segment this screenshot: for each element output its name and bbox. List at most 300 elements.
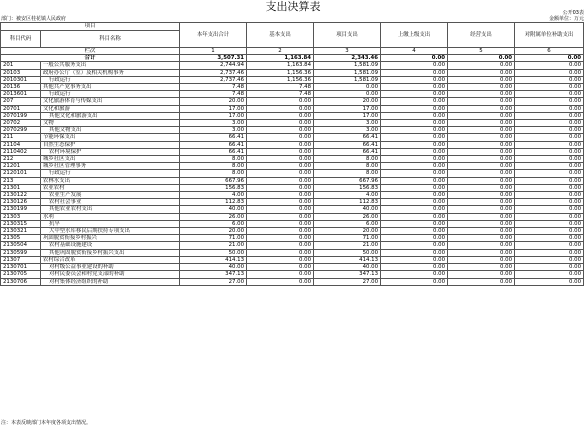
table-row <box>1 98 584 105</box>
amount-cell: 0.00 <box>448 170 515 177</box>
amount-cell: 156.83 <box>180 184 247 191</box>
amount-cell: 0.00 <box>448 91 515 98</box>
subject-code: 2130706 <box>1 278 41 285</box>
amount-cell: 0.00 <box>381 170 448 177</box>
amount-cell: 0.00 <box>448 228 515 235</box>
amount-cell: 40.00 <box>180 264 247 271</box>
amount-cell: 667.96 <box>180 177 247 184</box>
table-row <box>1 170 584 177</box>
footnote: 注：本表反映部门本年度各项支出情况。 <box>1 420 92 426</box>
amount-cell: 0.00 <box>381 242 448 249</box>
amount-cell: 112.83 <box>314 199 381 206</box>
lanci-num: 4 <box>381 48 448 55</box>
amount-cell: 0.00 <box>515 112 584 119</box>
amount-cell: 0.00 <box>381 120 448 127</box>
amount-cell: 0.00 <box>381 271 448 278</box>
amount-cell: 0.00 <box>448 105 515 112</box>
amount-cell: 0.00 <box>247 271 314 278</box>
table-row <box>1 134 584 141</box>
amount-cell: 0.00 <box>448 192 515 199</box>
amount-cell: 27.00 <box>180 278 247 285</box>
subject-name: 一般公共服务支出 <box>41 62 180 69</box>
subject-code: 211 <box>1 134 41 141</box>
amount-cell: 8.00 <box>180 156 247 163</box>
amount-cell: 0.00 <box>448 76 515 83</box>
amount-cell: 0.00 <box>515 249 584 256</box>
subject-name: 农村环境保护 <box>41 148 180 155</box>
amount-cell: 0.00 <box>515 127 584 134</box>
subject-name: 农业生产发展 <box>41 192 180 199</box>
amount-cell: 0.00 <box>381 184 448 191</box>
amount-cell: 0.00 <box>448 242 515 249</box>
table-row <box>1 120 584 127</box>
subject-name: 其他文化和旅游支出 <box>41 112 180 119</box>
amount-cell: 0.00 <box>381 76 448 83</box>
amount-cell: 0.00 <box>448 264 515 271</box>
table-row <box>1 69 584 76</box>
subject-name: 行政运行 <box>41 91 180 98</box>
table-row <box>1 112 584 119</box>
table-row <box>1 127 584 134</box>
amount-cell: 0.00 <box>247 127 314 134</box>
subject-name: 农村基础设施建设 <box>41 242 180 249</box>
amount-cell: 0.00 <box>515 177 584 184</box>
amount-cell: 347.13 <box>314 271 381 278</box>
amount-cell: 0.00 <box>448 163 515 170</box>
header-col-6: 对附属单位补助支出 <box>515 23 584 48</box>
amount-cell: 0.00 <box>515 62 584 69</box>
subject-name: 对村集体经济组织的补助 <box>41 278 180 285</box>
header-col-3: 项目支出 <box>314 23 381 48</box>
amount-cell: 21.00 <box>180 242 247 249</box>
amount-cell: 0.00 <box>515 192 584 199</box>
header-col-2: 基本支出 <box>247 23 314 48</box>
amount-cell: 7.48 <box>247 84 314 91</box>
amount-cell: 0.00 <box>515 98 584 105</box>
amount-cell: 0.00 <box>247 141 314 148</box>
amount-cell: 0.00 <box>247 264 314 271</box>
amount-cell: 0.00 <box>515 235 584 242</box>
header-col-5: 经营支出 <box>448 23 515 48</box>
amount-cell: 50.00 <box>180 249 247 256</box>
amount-cell: 27.00 <box>314 278 381 285</box>
amount-cell: 0.00 <box>448 62 515 69</box>
subject-code: 20701 <box>1 105 41 112</box>
amount-cell: 347.13 <box>180 271 247 278</box>
subject-name: 文化旅游体育与传媒支出 <box>41 98 180 105</box>
amount-cell: 0.00 <box>247 177 314 184</box>
amount-cell: 0.00 <box>247 105 314 112</box>
table-row <box>1 84 584 91</box>
table-row <box>1 206 584 213</box>
table-row <box>1 156 584 163</box>
amount-cell: 0.00 <box>448 213 515 220</box>
amount-cell: 66.41 <box>180 141 247 148</box>
amount-cell: 26.00 <box>314 213 381 220</box>
subject-name: 其他共产党事务支出 <box>41 84 180 91</box>
amount-cell: 0.00 <box>448 120 515 127</box>
amount-cell: 0.00 <box>381 235 448 242</box>
subject-name: 行政运行 <box>41 170 180 177</box>
subject-name: 抗旱 <box>41 220 180 227</box>
subject-name: 节能环保支出 <box>41 134 180 141</box>
form-number: 公开03表 <box>562 10 584 16</box>
lanci-num: 1 <box>180 48 247 55</box>
amount-cell: 0.00 <box>448 206 515 213</box>
subject-code: 21201 <box>1 163 41 170</box>
amount-cell: 0.00 <box>448 249 515 256</box>
page-title: 支出决算表 <box>265 0 321 13</box>
amount-cell: 0.00 <box>247 278 314 285</box>
amount-cell: 0.00 <box>515 213 584 220</box>
amount-cell: 0.00 <box>381 84 448 91</box>
amount-cell: 0.00 <box>448 156 515 163</box>
amount-cell: 0.00 <box>247 235 314 242</box>
amount-cell: 0.00 <box>247 213 314 220</box>
table-row <box>1 213 584 220</box>
amount-cell: 0.00 <box>448 69 515 76</box>
amount-cell: 1,581.09 <box>314 76 381 83</box>
subject-name: 自然生态保护 <box>41 141 180 148</box>
amount-cell: 0.00 <box>515 156 584 163</box>
amount-cell: 0.00 <box>448 256 515 263</box>
amount-cell: 6.00 <box>180 220 247 227</box>
amount-cell: 0.00 <box>515 184 584 191</box>
amount-cell: 0.00 <box>247 134 314 141</box>
subject-code: 2070199 <box>1 112 41 119</box>
header-name: 科目名称 <box>41 31 180 48</box>
amount-cell: 414.13 <box>180 256 247 263</box>
amount-cell: 414.13 <box>314 256 381 263</box>
lanci-num: 3 <box>314 48 381 55</box>
amount-cell: 0.00 <box>381 213 448 220</box>
amount-cell: 667.96 <box>314 177 381 184</box>
subject-code: 2110402 <box>1 148 41 155</box>
lanci-num: 5 <box>448 48 515 55</box>
amount-cell: 0.00 <box>314 91 381 98</box>
amount-cell: 3.00 <box>314 120 381 127</box>
subject-name: 行政运行 <box>41 76 180 83</box>
amount-cell: 0.00 <box>381 220 448 227</box>
amount-cell: 2,737.46 <box>180 76 247 83</box>
amount-cell: 0.00 <box>381 134 448 141</box>
subject-code: 21301 <box>1 184 41 191</box>
amount-cell: 0.00 <box>515 264 584 271</box>
amount-cell: 20.00 <box>180 228 247 235</box>
amount-cell: 0.00 <box>515 148 584 155</box>
amount-cell: 0.00 <box>381 91 448 98</box>
amount-cell: 0.00 <box>247 206 314 213</box>
amount-cell: 0.00 <box>448 184 515 191</box>
subject-name: 对村级公益事业建设的补助 <box>41 264 180 271</box>
amount-cell: 0.00 <box>247 170 314 177</box>
amount-cell: 66.41 <box>180 148 247 155</box>
amount-cell: 0.00 <box>381 206 448 213</box>
amount-cell: 1,156.36 <box>247 69 314 76</box>
amount-cell: 17.00 <box>180 105 247 112</box>
amount-cell: 1,581.09 <box>314 62 381 69</box>
amount-cell: 0.00 <box>515 278 584 285</box>
amount-cell: 66.41 <box>180 134 247 141</box>
amount-cell: 0.00 <box>381 228 448 235</box>
amount-cell: 0.00 <box>381 264 448 271</box>
table-row <box>1 199 584 206</box>
amount-cell: 0.00 <box>381 112 448 119</box>
table-row <box>1 271 584 278</box>
amount-cell: 0.00 <box>247 112 314 119</box>
header-col-1: 本年支出合计 <box>180 23 247 48</box>
amount-cell: 0.00 <box>247 242 314 249</box>
subject-name: 政府办公厅（室）及相关机构事务 <box>41 69 180 76</box>
amount-cell: 17.00 <box>314 105 381 112</box>
subject-name: 文物 <box>41 120 180 127</box>
table-row <box>1 228 584 235</box>
amount-cell: 4.00 <box>314 192 381 199</box>
amount-cell: 0.00 <box>448 112 515 119</box>
amount-cell: 0.00 <box>381 141 448 148</box>
amount-cell: 20.00 <box>314 228 381 235</box>
amount-cell: 0.00 <box>515 206 584 213</box>
subject-name: 文化和旅游 <box>41 105 180 112</box>
amount-cell: 0.00 <box>515 228 584 235</box>
amount-cell: 0.00 <box>515 199 584 206</box>
amount-cell: 40.00 <box>180 206 247 213</box>
subject-code: 20702 <box>1 120 41 127</box>
amount-cell: 0.00 <box>515 141 584 148</box>
amount-cell: 66.41 <box>314 148 381 155</box>
subject-code: 207 <box>1 98 41 105</box>
amount-cell: 0.00 <box>247 249 314 256</box>
amount-cell: 8.00 <box>314 156 381 163</box>
amount-cell: 0.00 <box>448 199 515 206</box>
amount-cell: 0.00 <box>381 249 448 256</box>
amount-cell: 0.00 <box>381 278 448 285</box>
amount-cell: 0.00 <box>448 84 515 91</box>
subject-code: 20136 <box>1 84 41 91</box>
table-row <box>1 278 584 285</box>
subject-name: 其他农业农村支出 <box>41 206 180 213</box>
amount-cell: 8.00 <box>314 170 381 177</box>
expenditure-table <box>0 22 584 286</box>
amount-cell: 0.00 <box>448 134 515 141</box>
subject-code: 21104 <box>1 141 41 148</box>
amount-cell: 0.00 <box>448 98 515 105</box>
amount-cell: 2,744.94 <box>180 62 247 69</box>
subject-code: 2130701 <box>1 264 41 271</box>
amount-cell: 0.00 <box>515 271 584 278</box>
amount-cell: 40.00 <box>314 206 381 213</box>
amount-cell: 0.00 <box>515 105 584 112</box>
amount-cell: 7.48 <box>247 91 314 98</box>
amount-cell: 8.00 <box>180 163 247 170</box>
table-row <box>1 177 584 184</box>
department-label: 部门：被安区桂花镇人民政府 <box>1 16 67 22</box>
amount-cell: 0.00 <box>381 127 448 134</box>
table-row <box>1 264 584 271</box>
lanci-num: 6 <box>515 48 584 55</box>
table-row <box>1 141 584 148</box>
total-value: 1,163.84 <box>247 55 314 62</box>
amount-cell: 8.00 <box>180 170 247 177</box>
subject-name: 农业农村 <box>41 184 180 191</box>
subject-code: 2010301 <box>1 76 41 83</box>
subject-code: 21303 <box>1 213 41 220</box>
amount-cell: 0.00 <box>381 177 448 184</box>
subject-code: 2070299 <box>1 127 41 134</box>
amount-cell: 0.00 <box>381 156 448 163</box>
table-row <box>1 62 584 69</box>
table-row <box>1 249 584 256</box>
amount-cell: 0.00 <box>515 134 584 141</box>
amount-cell: 1,163.84 <box>247 62 314 69</box>
table-row <box>1 220 584 227</box>
amount-cell: 0.00 <box>515 84 584 91</box>
amount-cell: 0.00 <box>448 278 515 285</box>
amount-cell: 0.00 <box>448 220 515 227</box>
amount-cell: 0.00 <box>448 271 515 278</box>
header-group: 项目 <box>1 23 180 31</box>
amount-cell: 71.00 <box>314 235 381 242</box>
table-row <box>1 105 584 112</box>
amount-cell: 0.00 <box>448 177 515 184</box>
amount-cell: 0.00 <box>247 199 314 206</box>
amount-cell: 3.00 <box>314 127 381 134</box>
subject-code: 21305 <box>1 235 41 242</box>
amount-cell: 0.00 <box>515 170 584 177</box>
amount-cell: 0.00 <box>247 256 314 263</box>
subject-code: 213 <box>1 177 41 184</box>
total-label: 合计 <box>1 55 180 62</box>
amount-cell: 0.00 <box>247 192 314 199</box>
subject-name: 农村综合改革 <box>41 256 180 263</box>
amount-cell: 20.00 <box>180 98 247 105</box>
header-col-4: 上缴上级支出 <box>381 23 448 48</box>
amount-cell: 0.00 <box>515 69 584 76</box>
amount-cell: 0.00 <box>381 69 448 76</box>
total-value: 0.00 <box>381 55 448 62</box>
header-code: 科目代码 <box>1 31 41 48</box>
amount-cell: 0.00 <box>448 127 515 134</box>
amount-cell: 0.00 <box>381 163 448 170</box>
table-row <box>1 184 584 191</box>
subject-name: 水利 <box>41 213 180 220</box>
amount-cell: 0.00 <box>381 256 448 263</box>
amount-cell: 0.00 <box>381 199 448 206</box>
subject-code: 212 <box>1 156 41 163</box>
amount-cell: 0.00 <box>247 98 314 105</box>
amount-cell: 20.00 <box>314 98 381 105</box>
amount-cell: 17.00 <box>180 112 247 119</box>
subject-name: 大中型水库移民后期扶持专项支出 <box>41 228 180 235</box>
amount-cell: 0.00 <box>381 148 448 155</box>
subject-name: 城乡社区支出 <box>41 156 180 163</box>
amount-cell: 0.00 <box>381 105 448 112</box>
amount-cell: 1,581.09 <box>314 69 381 76</box>
amount-cell: 0.00 <box>247 220 314 227</box>
amount-cell: 8.00 <box>314 163 381 170</box>
amount-cell: 0.00 <box>448 141 515 148</box>
amount-cell: 50.00 <box>314 249 381 256</box>
amount-cell: 0.00 <box>247 148 314 155</box>
subject-code: 2130315 <box>1 220 41 227</box>
amount-cell: 21.00 <box>314 242 381 249</box>
amount-cell: 0.00 <box>448 235 515 242</box>
subject-code: 2120101 <box>1 170 41 177</box>
table-row <box>1 148 584 155</box>
subject-name: 其他文物支出 <box>41 127 180 134</box>
table-row <box>1 163 584 170</box>
amount-cell: 0.00 <box>515 91 584 98</box>
amount-cell: 156.83 <box>314 184 381 191</box>
unit-label: 金额单位：万元 <box>548 16 584 22</box>
lanci-num: 2 <box>247 48 314 55</box>
subject-code: 21307 <box>1 256 41 263</box>
subject-code: 201 <box>1 62 41 69</box>
amount-cell: 2,737.46 <box>180 69 247 76</box>
amount-cell: 66.41 <box>314 141 381 148</box>
subject-code: 2130599 <box>1 249 41 256</box>
total-value: 0.00 <box>448 55 515 62</box>
subject-code: 2130321 <box>1 228 41 235</box>
amount-cell: 66.41 <box>314 134 381 141</box>
subject-code: 2013601 <box>1 91 41 98</box>
amount-cell: 0.00 <box>247 163 314 170</box>
subject-code: 2130126 <box>1 199 41 206</box>
amount-cell: 0.00 <box>448 148 515 155</box>
amount-cell: 4.00 <box>180 192 247 199</box>
subject-code: 20103 <box>1 69 41 76</box>
amount-cell: 0.00 <box>247 184 314 191</box>
amount-cell: 0.00 <box>381 192 448 199</box>
amount-cell: 0.00 <box>515 120 584 127</box>
subject-code: 2130122 <box>1 192 41 199</box>
table-row <box>1 235 584 242</box>
amount-cell: 17.00 <box>314 112 381 119</box>
total-value: 3,507.31 <box>180 55 247 62</box>
amount-cell: 1,156.36 <box>247 76 314 83</box>
amount-cell: 0.00 <box>247 120 314 127</box>
subject-name: 城乡社区管理事务 <box>41 163 180 170</box>
amount-cell: 0.00 <box>247 228 314 235</box>
amount-cell: 0.00 <box>381 62 448 69</box>
subject-code: 2130199 <box>1 206 41 213</box>
amount-cell: 40.00 <box>314 264 381 271</box>
amount-cell: 26.00 <box>180 213 247 220</box>
amount-cell: 0.00 <box>515 242 584 249</box>
amount-cell: 0.00 <box>515 163 584 170</box>
subject-name: 对村民委员会和村党支部的补助 <box>41 271 180 278</box>
subject-name: 其他巩固脱贫衔接乡村振兴支出 <box>41 249 180 256</box>
amount-cell: 7.48 <box>180 91 247 98</box>
amount-cell: 3.00 <box>180 127 247 134</box>
amount-cell: 0.00 <box>247 156 314 163</box>
table-row <box>1 256 584 263</box>
subject-name: 巩固脱贫衔接乡村振兴 <box>41 235 180 242</box>
table-row <box>1 91 584 98</box>
subject-name: 农村社会事业 <box>41 199 180 206</box>
total-value: 2,343.46 <box>314 55 381 62</box>
amount-cell: 0.00 <box>381 98 448 105</box>
amount-cell: 6.00 <box>314 220 381 227</box>
amount-cell: 0.00 <box>515 76 584 83</box>
amount-cell: 0.00 <box>314 84 381 91</box>
subject-code: 2130705 <box>1 271 41 278</box>
amount-cell: 3.00 <box>180 120 247 127</box>
amount-cell: 71.00 <box>180 235 247 242</box>
table-row <box>1 192 584 199</box>
amount-cell: 7.48 <box>180 84 247 91</box>
amount-cell: 112.83 <box>180 199 247 206</box>
